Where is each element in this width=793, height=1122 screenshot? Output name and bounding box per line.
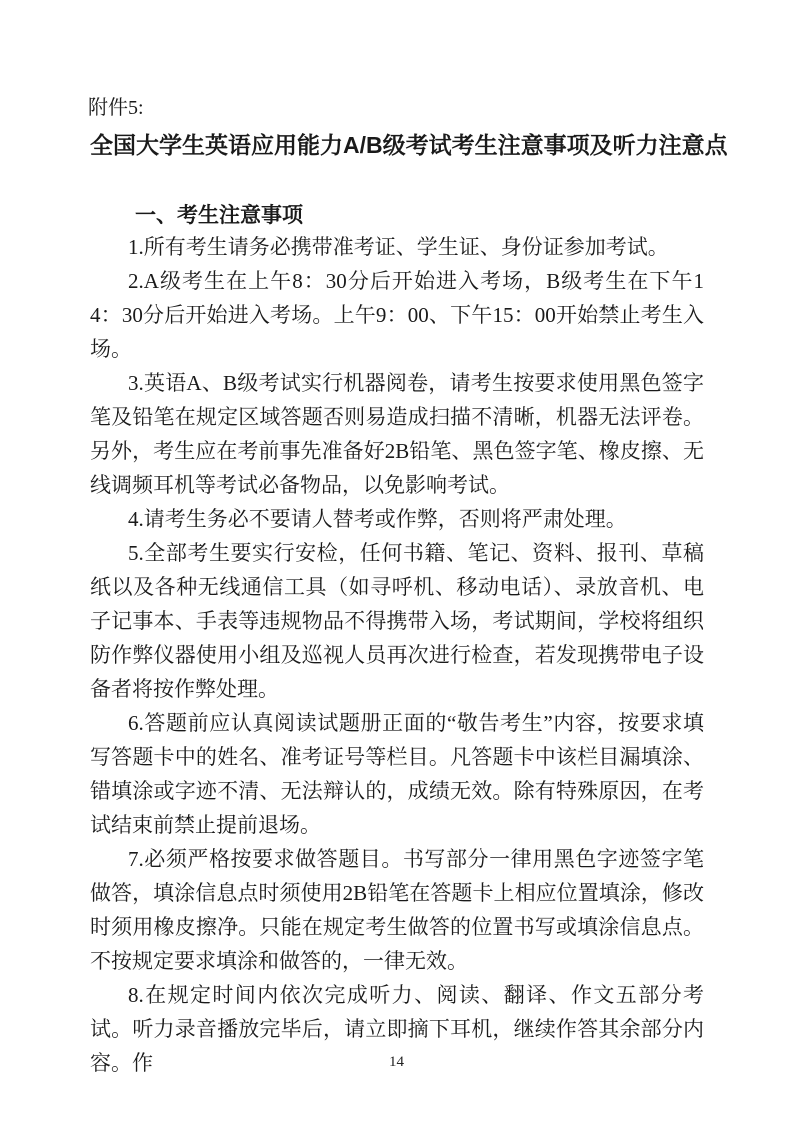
notice-item-5: 5.全部考生要实行安检，任何书籍、笔记、资料、报刊、草稿纸以及各种无线通信工具（如寻呼机、移动电话）、录放音机、电子记事本、手表等违规物品不得携带入场，考试期间，学校将组织防作弊仪器使用小组及巡视人员再次进行检查，若发现携带电子设备者将按作弊处理。	[90, 541, 704, 701]
notice-item-4: 4.请考生务必不要请人替考或作弊，否则将严肃处理。	[128, 507, 627, 531]
section-heading: 一、考生注意事项	[135, 203, 303, 227]
notice-item-7: 7.必须严格按要求做答题目。书写部分一律用黑色字迹签字笔做答，填涂信息点时须使用2B铅笔在答题卡上相应位置填涂，修改时须用橡皮擦净。只能在规定考生做答的位置书写或填涂信息点。不按规定要求填涂和做答的，一律无效。	[90, 847, 704, 973]
notice-item-2: 2.A级考生在上午8：30分后开始进入考场，B级考生在下午14：30分后开始进入考场。上午9：00、下午15：00开始禁止考生入场。	[90, 269, 704, 361]
attachment-label: 附件5:	[88, 97, 144, 119]
notice-list	[90, 230, 704, 1080]
page-number: 14	[389, 1054, 404, 1070]
notice-item-3: 3.英语A、B级考试实行机器阅卷，请考生按要求使用黑色签字笔及铅笔在规定区域答题否则易造成扫描不清晰，机器无法评卷。另外，考生应在考前事先准备好2B铅笔、黑色签字笔、橡皮擦、无线调频耳机等考试必备物品，以免影响考试。	[90, 371, 704, 497]
document-title: 全国大学生英语应用能力A/B级考试考生注意事项及听力注意点	[90, 132, 728, 158]
notice-item-6: 6.答题前应认真阅读试题册正面的“敬告考生”内容，按要求填写答题卡中的姓名、准考证号等栏目。凡答题卡中该栏目漏填涂、错填涂或字迹不清、无法辩认的，成绩无效。除有特殊原因，在考试结束前禁止提前退场。	[90, 711, 704, 837]
notice-item-8: 8.在规定时间内依次完成听力、阅读、翻译、作文五部分考试。听力录音播放完毕后，请立即摘下耳机，继续作答其余部分内容。作	[90, 983, 704, 1075]
notice-item-1: 1.所有考生请务必携带准考证、学生证、身份证参加考试。	[128, 235, 669, 259]
